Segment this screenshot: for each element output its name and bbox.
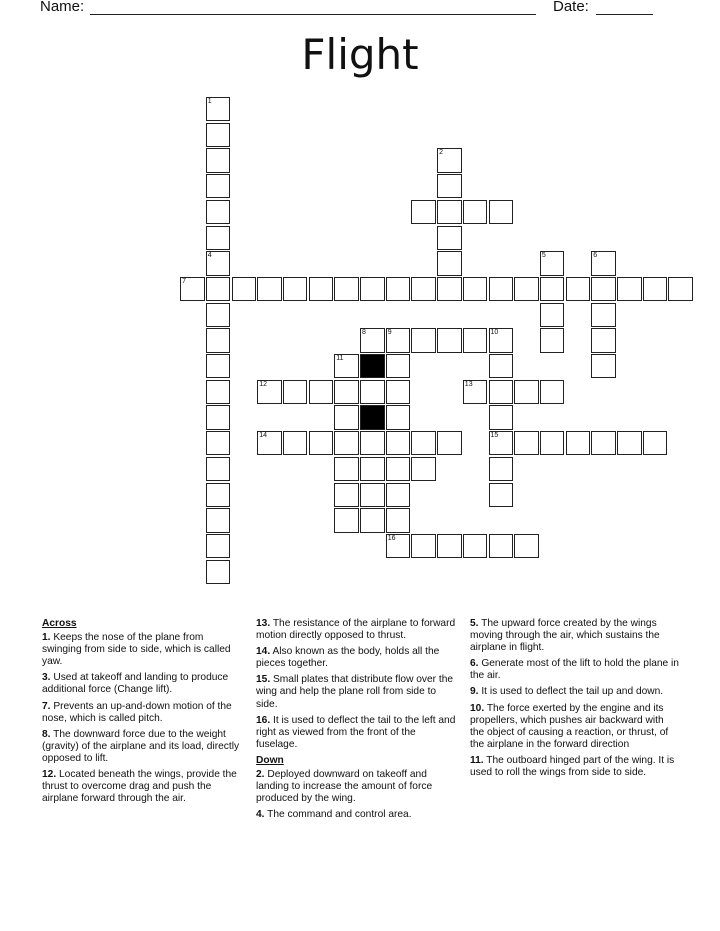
crossword-cell[interactable] xyxy=(489,277,514,301)
clue-item xyxy=(256,674,458,710)
crossword-cell[interactable] xyxy=(514,534,539,558)
across-clue-list-continued xyxy=(256,618,458,751)
clue-number: 2 xyxy=(439,149,443,157)
crossword-cell[interactable] xyxy=(437,200,462,224)
crossword-cell[interactable] xyxy=(334,380,359,404)
clues-column-3 xyxy=(470,618,680,783)
crossword-cell[interactable] xyxy=(540,380,565,404)
crossword-cell[interactable] xyxy=(668,277,693,301)
crossword-cell[interactable] xyxy=(489,405,514,429)
clue-item xyxy=(470,703,680,751)
crossword-cell[interactable] xyxy=(540,303,565,327)
clues-column-1 xyxy=(42,618,242,809)
crossword-cell[interactable] xyxy=(591,328,616,352)
crossword-cell[interactable] xyxy=(437,431,462,455)
crossword-cell[interactable] xyxy=(206,174,231,198)
down-heading: Down xyxy=(256,754,284,766)
crossword-cell[interactable] xyxy=(206,405,231,429)
crossword-cell[interactable] xyxy=(334,277,359,301)
crossword-cell[interactable] xyxy=(437,277,462,301)
clue-number: 16. xyxy=(256,714,271,726)
crossword-cell[interactable] xyxy=(566,277,591,301)
clue-number: 14 xyxy=(259,432,267,440)
across-heading: Across xyxy=(42,618,77,629)
crossword-cell[interactable] xyxy=(360,380,385,404)
crossword-cell[interactable] xyxy=(257,277,282,301)
crossword-cell[interactable] xyxy=(489,534,514,558)
crossword-cell[interactable] xyxy=(489,328,514,352)
crossword-cell[interactable] xyxy=(334,483,359,507)
crossword-cell[interactable] xyxy=(411,457,436,481)
crossword-cell[interactable] xyxy=(386,405,411,429)
clue-number: 6. xyxy=(470,658,479,670)
crossword-cell[interactable] xyxy=(257,380,282,404)
clue-number: 15. xyxy=(256,674,271,686)
crossword-cell[interactable] xyxy=(386,277,411,301)
crossword-cell[interactable] xyxy=(206,534,231,558)
down-clue-list-continued xyxy=(470,618,680,779)
crossword-cell[interactable] xyxy=(180,277,205,301)
clue-number: 8. xyxy=(42,728,51,740)
clue-text: Prevents an up-and-down motion of the nose, which is called pitch. xyxy=(42,700,232,724)
crossword-cell[interactable] xyxy=(489,380,514,404)
crossword-cell[interactable] xyxy=(514,380,539,404)
crossword-cell[interactable] xyxy=(386,354,411,378)
clue-item xyxy=(470,755,680,779)
clue-number: 7 xyxy=(182,277,186,285)
crossword-cell[interactable] xyxy=(386,534,411,558)
crossword-cell[interactable] xyxy=(206,508,231,532)
clue-text: The upward force created by the wings moving through the air, which sustains the airplane in flight. xyxy=(470,618,660,654)
crossword-cell[interactable] xyxy=(283,431,308,455)
clue-item xyxy=(256,715,458,751)
clue-text: Located beneath the wings, provide the thrust to overcome drag and push the airplane forward through the air. xyxy=(42,769,237,805)
crossword-cell[interactable] xyxy=(257,431,282,455)
crossword-cell[interactable] xyxy=(206,354,231,378)
clue-number: 9 xyxy=(387,329,392,337)
clue-item xyxy=(256,769,458,805)
clue-number: 10. xyxy=(470,702,485,714)
crossword-cell[interactable] xyxy=(206,277,231,301)
crossword-cell[interactable] xyxy=(334,354,359,378)
crossword-cell[interactable] xyxy=(437,148,462,172)
crossword-cell[interactable] xyxy=(489,483,514,507)
clue-item xyxy=(470,686,680,698)
clue-number: 11 xyxy=(336,355,344,362)
clue-item xyxy=(42,729,242,765)
crossword-cell[interactable] xyxy=(206,303,231,327)
clue-number: 6 xyxy=(593,252,598,260)
crossword-cell[interactable] xyxy=(591,303,616,327)
crossword-cell[interactable] xyxy=(411,431,436,455)
crossword-cell[interactable] xyxy=(360,328,385,352)
clue-number: 1. xyxy=(42,632,51,644)
clue-number: 4 xyxy=(207,252,212,260)
across-clue-list xyxy=(42,632,242,805)
crossword-cell[interactable] xyxy=(437,534,462,558)
clue-text: The force exerted by the engine and its propellers, which pushes air backward with the object of causing a reaction, or thrust, of the airplane in the forward direction xyxy=(470,702,669,750)
crossword-cell[interactable] xyxy=(540,277,565,301)
crossword-cell[interactable] xyxy=(463,328,488,352)
clue-number: 5 xyxy=(541,252,546,260)
crossword-cell[interactable] xyxy=(283,380,308,404)
clue-item xyxy=(42,701,242,725)
crossword-cell[interactable] xyxy=(643,277,668,301)
crossword-cell[interactable] xyxy=(360,483,385,507)
clue-item xyxy=(42,632,242,668)
crossword-cell[interactable] xyxy=(489,431,514,455)
crossword-cell[interactable] xyxy=(463,277,488,301)
crossword-cell[interactable] xyxy=(463,200,488,224)
clue-number: 16 xyxy=(387,534,396,542)
clue-text: Also known as the body, holds all the pieces together. xyxy=(256,646,440,670)
crossword-cell[interactable] xyxy=(617,431,642,455)
clue-text: Small plates that distribute flow over the wing and help the plane roll from side to side. xyxy=(256,674,454,710)
crossword-cell[interactable] xyxy=(206,560,231,584)
crossword-cell[interactable] xyxy=(360,277,385,301)
crossword-cell[interactable] xyxy=(334,431,359,455)
crossword-cell[interactable] xyxy=(386,457,411,481)
clue-number: 1 xyxy=(207,98,212,105)
crossword-cell[interactable] xyxy=(411,534,436,558)
crossword-cell[interactable] xyxy=(386,431,411,455)
crossword-cell[interactable] xyxy=(437,251,462,275)
crossword-cell[interactable] xyxy=(386,380,411,404)
crossword-cell[interactable] xyxy=(463,534,488,558)
clue-number: 12 xyxy=(259,380,267,388)
clue-item xyxy=(470,618,680,654)
name-label: Name: xyxy=(40,0,85,15)
crossword-cell[interactable] xyxy=(360,508,385,532)
crossword-cell[interactable] xyxy=(360,431,385,455)
crossword-cell[interactable] xyxy=(463,380,488,404)
clue-text: The command and control area. xyxy=(264,809,412,821)
crossword-cell[interactable] xyxy=(591,251,616,275)
crossword-cell[interactable] xyxy=(514,277,539,301)
clue-number: 15 xyxy=(490,432,499,440)
crossword-cell[interactable] xyxy=(411,200,436,224)
clue-text: Deployed downward on takeoff and landing to increase the amount of force produced by the wing. xyxy=(256,769,433,805)
crossword-cell[interactable] xyxy=(283,277,308,301)
crossword-cell[interactable] xyxy=(411,328,436,352)
clue-item xyxy=(256,809,458,821)
crossword-cell[interactable] xyxy=(334,457,359,481)
clue-number: 5. xyxy=(470,618,479,629)
clue-item xyxy=(256,618,458,642)
crossword-cell[interactable] xyxy=(489,457,514,481)
crossword-cell[interactable] xyxy=(566,431,591,455)
clue-number: 7. xyxy=(42,700,51,712)
crossword-cell[interactable] xyxy=(334,405,359,429)
crossword-cell[interactable] xyxy=(206,380,231,404)
crossword-cell[interactable] xyxy=(206,328,231,352)
crossword-cell[interactable] xyxy=(437,328,462,352)
clue-text: Keeps the nose of the plane from swinging from side to side, which is called yaw. xyxy=(42,632,231,668)
crossword-cell[interactable] xyxy=(206,483,231,507)
crossword-cell[interactable] xyxy=(206,251,231,275)
black-square xyxy=(360,354,385,378)
crossword-cell[interactable] xyxy=(309,277,334,301)
clue-number: 3. xyxy=(42,672,51,684)
crossword-cell[interactable] xyxy=(540,251,565,275)
clue-text: It is used to deflect the tail up and down. xyxy=(478,686,664,698)
clue-number: 13. xyxy=(256,618,271,629)
clue-number: 8 xyxy=(362,329,366,337)
clue-text: The outboard hinged part of the wing. It is used to roll the wings from side to side. xyxy=(470,754,675,779)
date-label: Date: xyxy=(553,0,589,15)
clue-text: The resistance of the airplane to forward motion directly opposed to thrust. xyxy=(256,618,456,642)
clue-number: 14. xyxy=(256,646,271,658)
crossword-cell[interactable] xyxy=(591,354,616,378)
puzzle-title: Flight xyxy=(301,30,419,79)
crossword-cell[interactable] xyxy=(206,148,231,172)
crossword-cell[interactable] xyxy=(206,431,231,455)
crossword-cell[interactable] xyxy=(591,431,616,455)
crossword-cell[interactable] xyxy=(206,97,231,121)
crossword-cell[interactable] xyxy=(411,277,436,301)
clue-number: 2. xyxy=(256,769,265,781)
clue-text: Generate most of the lift to hold the plane in the air. xyxy=(470,658,679,682)
crossword-cell[interactable] xyxy=(591,277,616,301)
clue-number: 10 xyxy=(490,329,499,337)
crossword-cell[interactable] xyxy=(437,226,462,250)
crossword-cell[interactable] xyxy=(643,431,668,455)
black-square xyxy=(360,405,385,429)
clue-text: The downward force due to the weight (gravity) of the airplane and its load, directly opposed to lift. xyxy=(42,728,240,764)
clue-number: 4. xyxy=(256,809,265,821)
clue-item xyxy=(256,646,458,670)
clue-number: 11. xyxy=(470,754,484,766)
clue-text: It is used to deflect the tail to the left and right as viewed from the front of the fuselage. xyxy=(256,714,456,750)
clue-number: 13 xyxy=(464,380,473,388)
crossword-cell[interactable] xyxy=(489,354,514,378)
clue-number: 9. xyxy=(470,686,479,698)
crossword-cell[interactable] xyxy=(489,200,514,224)
crossword-cell[interactable] xyxy=(232,277,257,301)
clue-number: 12. xyxy=(42,769,57,781)
crossword-cell[interactable] xyxy=(386,483,411,507)
crossword-cell[interactable] xyxy=(437,174,462,198)
crossword-cell[interactable] xyxy=(309,380,334,404)
crossword-cell[interactable] xyxy=(206,123,231,147)
down-clue-list xyxy=(256,769,458,821)
crossword-cell[interactable] xyxy=(334,508,359,532)
crossword-cell[interactable] xyxy=(360,457,385,481)
clue-item xyxy=(470,658,680,682)
crossword-cell[interactable] xyxy=(540,431,565,455)
crossword-cell[interactable] xyxy=(386,328,411,352)
crossword-cell[interactable] xyxy=(206,200,231,224)
clue-text: Used at takeoff and landing to produce additional force (Change lift). xyxy=(42,672,229,696)
crossword-cell[interactable] xyxy=(617,277,642,301)
clues-column-2 xyxy=(256,618,458,825)
clue-item xyxy=(42,769,242,805)
crossword-cell[interactable] xyxy=(206,457,231,481)
clue-item xyxy=(42,672,242,696)
crossword-cell[interactable] xyxy=(514,431,539,455)
crossword-cell[interactable] xyxy=(386,508,411,532)
crossword-cell[interactable] xyxy=(206,226,231,250)
crossword-cell[interactable] xyxy=(540,328,565,352)
crossword-cell[interactable] xyxy=(309,431,334,455)
